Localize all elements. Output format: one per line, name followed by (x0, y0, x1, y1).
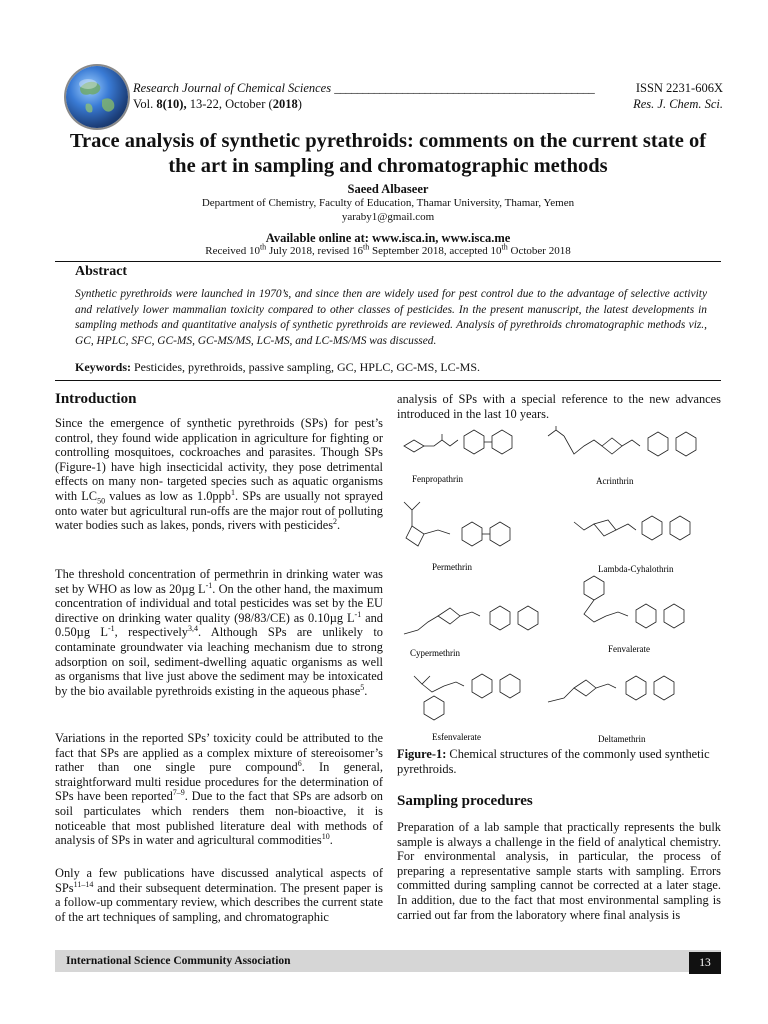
title-block (55, 129, 721, 179)
rule-top (55, 261, 721, 262)
journal-header (133, 80, 723, 112)
text-run: . In general, straightforward multi residue procedures for the determination of SPs have been reported (55, 760, 384, 804)
superscript: -1 (354, 609, 362, 619)
figure-caption-label: Figure-1: (397, 747, 447, 761)
label-deltamethrin: Deltamethrin (598, 734, 646, 744)
received-part-1: Received 10 (205, 245, 260, 257)
citation: 3,4 (187, 624, 198, 634)
citation: 10 (321, 832, 330, 842)
vol-year: 2018 (272, 97, 298, 111)
label-acrinthrin: Acrinthrin (596, 476, 634, 486)
text-run: . SPs are usually not sprayed onto water but agricultural run-offs are the major rout of polluting water bodies such as lakes, ponds, rivers with pesticides (55, 488, 383, 533)
fenpropathrin-structure (404, 430, 512, 454)
chemical-structures-diagram (398, 426, 720, 744)
text-run: . Although SPs are unlikely to contaminate groundwater via leaching mechanism due to strong adsorption on soil, sediment-dwelling aquatic organisms as well as organisms that live just above the sediment may be intoxicated by the bio available pyrethroids existing in the aqueous phase (55, 625, 384, 698)
vol-pages: 13-22, October ( (186, 97, 273, 111)
permethrin-structure (404, 502, 510, 546)
right-continuation: analysis of SPs with a special reference to the new advances introduced in the last 10 years. (397, 392, 721, 421)
paper-title: Trace analysis of synthetic pyrethroids: comments on the current state of the art in sampling and chromatographic methods (69, 130, 707, 177)
citation: 5 (360, 682, 365, 692)
journal-line-2 (133, 96, 723, 112)
lambda-cyhalothrin-structure (574, 516, 690, 540)
journal-line-1 (133, 80, 723, 96)
journal-line-tail: ______________________________________________ (334, 81, 595, 95)
issn: ISSN 2231-606X (635, 81, 723, 95)
text-run: and their subsequent determination. The present paper is a follow-up commentary review, which describes the current state of the art techniques of sampling, and chromatographic (55, 880, 383, 924)
fenvalerate-structure (584, 576, 684, 628)
keywords-text: Pesticides, pyrethroids, passive sampling, GC, HPLC, GC-MS, LC-MS. (131, 360, 481, 374)
label-permethrin: Permethrin (432, 562, 472, 572)
label-cypermethrin: Cypermethrin (410, 648, 460, 658)
label-esfenvalerate: Esfenvalerate (432, 732, 481, 742)
text-run: , respectively (114, 625, 188, 640)
text-run: values as low as 1.0ppb (105, 488, 232, 503)
figure-1-structures (398, 426, 720, 744)
journal-abbrev: Res. J. Chem. Sci. (633, 97, 723, 111)
text-run: . On the other hand, the maximum concentration of individual and total pesticides was set by the EU directive on drinking water quality (98/83/CE) as 0.10µg L (55, 581, 383, 625)
text-run: . (337, 518, 341, 533)
citation: 2 (333, 517, 338, 527)
superscript: -1 (205, 580, 213, 590)
text-run: . Due to the fact that SPs are adsorb on soil particulates which renders them non-bioactive, it is noticeable that most published literature deal with methods of analysis of SPs in water and agricultural commodities (55, 789, 383, 848)
text-run: and 0.50µg L (55, 610, 383, 640)
abstract-heading: Abstract (75, 264, 128, 279)
figure-caption-text: Chemical structures of the commonly used synthetic pyrethroids. (397, 747, 710, 776)
introduction-heading: Introduction (55, 391, 137, 407)
intro-paragraph-4 (55, 866, 383, 924)
citation: 7–9 (172, 788, 185, 798)
page-number: 13 (689, 952, 721, 974)
keywords (75, 360, 707, 375)
received-sup-3: th (501, 242, 508, 252)
sampling-heading: Sampling procedures (397, 793, 533, 809)
vol-close: ) (297, 97, 302, 111)
intro-paragraph-2 (55, 567, 383, 698)
journal-name: Research Journal of Chemical Sciences (133, 81, 332, 95)
superscript: -1 (107, 624, 115, 634)
esfenvalerate-structure (414, 674, 520, 720)
received-part-3: September 2018, accepted 10 (369, 245, 502, 257)
abstract-text: Synthetic pyrethroids were launched in 1970’s, and since then are widely used for pest control due to the advantage of selective activity and relatively lower mammalian toxicity compared to other classes of pesticides. In the present manuscript, the latest developments in sampling methods and quantitative analysis of synthetic pyrethroids are reviewed. Analysis of pyrethroids chromatographic methods viz., GC, HPLC, SFC, GC-MS, GC-MS/MS, LC-MS, and LC-MS/MS was discussed. (75, 288, 707, 347)
vol-prefix: Vol. (133, 97, 157, 111)
availability-online: Available online at: www.isca.in, www.isca.me (265, 231, 511, 245)
intro-paragraph-3 (55, 731, 383, 848)
text-run: Only a few publications have discussed analytical aspects of SPs (55, 866, 383, 895)
author-name: Saeed Albaseer (347, 182, 429, 196)
citation: 1 (231, 487, 236, 497)
journal-logo-globe-icon (66, 66, 128, 128)
subscript: 50 (97, 496, 106, 506)
received-part-4: October 2018 (507, 245, 571, 257)
rule-bottom (55, 380, 721, 381)
received-part-2: July 2018, revised 16 (266, 245, 364, 257)
acrinthrin-structure (548, 426, 696, 456)
vol-number: 8(10), (156, 97, 187, 111)
text-run: . (329, 833, 333, 848)
figure-caption (397, 747, 721, 776)
label-lambda-cyhalothrin: Lambda-Cyhalothrin (598, 564, 674, 574)
footer-bar (55, 950, 721, 972)
received-dates (55, 242, 721, 257)
citation: 11–14 (73, 879, 94, 889)
deltamethrin-structure (548, 676, 674, 702)
received-sup-2: th (363, 242, 370, 252)
footer-association: International Science Community Association (66, 955, 291, 967)
intro-paragraph-1 (55, 416, 383, 533)
label-fenpropathrin: Fenpropathrin (412, 474, 463, 484)
text-run: . (364, 683, 368, 698)
author-email: yaraby1@gmail.com (341, 211, 435, 223)
text-run: Since the emergence of synthetic pyrethroids (SPs) for pest’s control, they found wide application in agriculture for fighting or controlling mosquitoes, cockroaches and parasites. Though SPs (Figure-1) have high insecticidal activity, they pose detrimental effects on many non- targeted species such as aquatic organisms with LC (55, 416, 383, 503)
received-sup-1: th (259, 242, 267, 252)
keywords-label: Keywords: (75, 360, 131, 374)
citation: 6 (297, 759, 302, 769)
cypermethrin-structure (404, 606, 538, 634)
sampling-paragraph: Preparation of a lab sample that practically represents the bulk sample is always a challenge in the field of analytical chemistry. For environmental analysis, in particular, the process of preparing a representative sample starts with sampling. Errors committed during sampling cannot be corrected at a later stage. In addition, due to the fact that most environmental sampling is carried out far from the laboratory where final analysis is (397, 820, 721, 922)
text-run: Variations in the reported SPs’ toxicity could be attributed to the fact that SPs are applied as a complex mixture of stereoisomer’s rather than one single pure compound (55, 731, 383, 775)
text-run: The threshold concentration of permethrin in drinking water was set by WHO as low as 20µg L (55, 567, 383, 596)
author-affiliation: Department of Chemistry, Faculty of Education, Thamar University, Thamar, Yemen (201, 197, 575, 209)
label-fenvalerate: Fenvalerate (608, 644, 650, 654)
